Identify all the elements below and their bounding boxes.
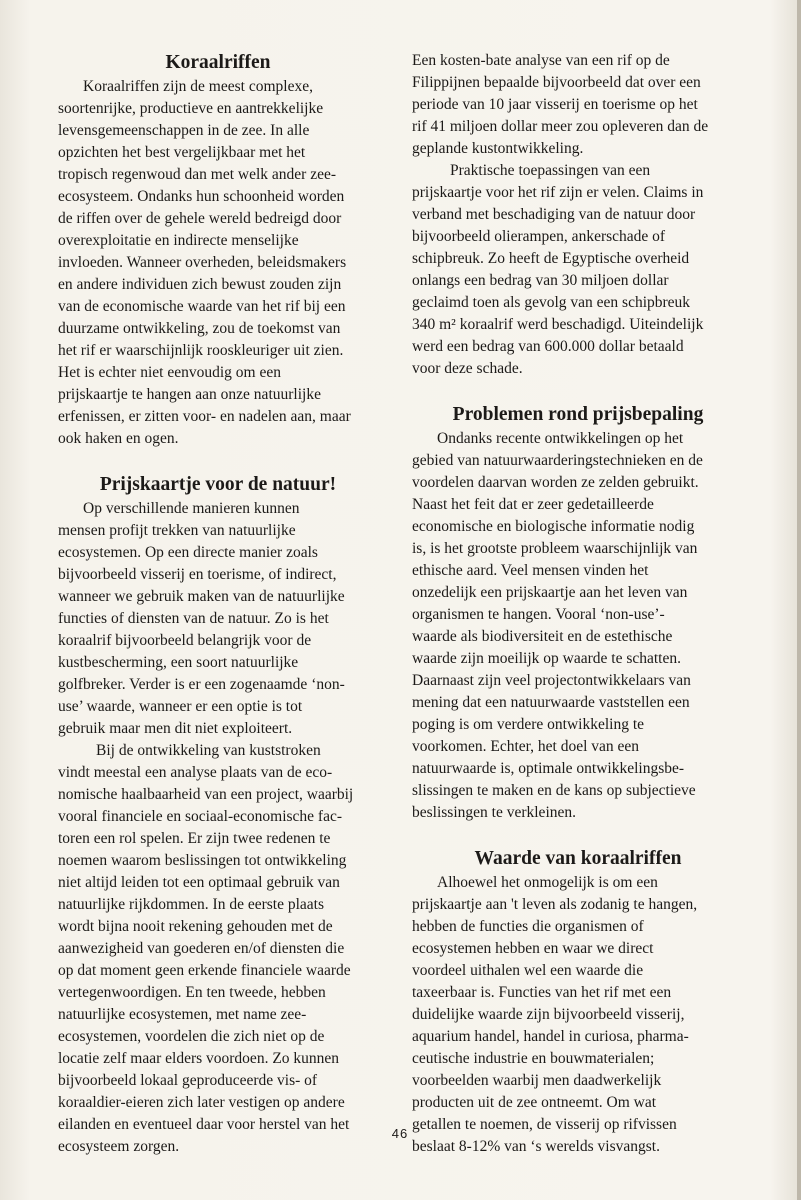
heading-waarde: Waarde van koraalriffen xyxy=(474,848,682,869)
page-number: 46 xyxy=(391,1126,409,1141)
heading-prijskaartje: Prijskaartje voor de natuur! xyxy=(99,474,337,495)
heading-problemen: Problemen rond prijsbepaling xyxy=(452,404,704,425)
paragraph-prijskaartje-2: Bij de ontwikkeling van kuststroken vindt meestal een analyse plaats van de eco- nomische haalbaarheid van een project, waarbij vooral financiele en sociaal-economische fac- toren een rol spelen. Er zijn twee redenen te noemen waarom beslissingen tot ontwikkeling niet altijd leiden tot een optimaal gebruik van natuurlijke rijkdommen. In de eerste plaats wordt bijna nooit rekening gehouden met de aanwezigheid van goederen en/of diensten die op dat moment geen erkende financiele waarde vertegenwoordigen. En ten tweede, hebben natuurlijke ecosystemen, met name zee- ecosystemen, voordelen die zich niet op de locatie zelf maar elders voordoen. Zo kunnen bijvoorbeeld lokaal geproduceerde vis- of koraaldier-eieren zich later vestigen op andere eilanden en eventueel daar voor herstel van het ecosysteem zorgen. xyxy=(58,742,354,1155)
paragraph-koraalriffen: Koraalriffen zijn de meest complexe, soortenrijke, productieve en aantrekkelijke levensgemeenschappen in de zee. In alle opzichten het best vergelijkbaar met het tropisch regenwoud dan met welk ander zee- ecosysteem. Ondanks hun schoonheid worden de riffen over de gehele wereld bedreigd door overexploitatie en indirecte menselijke invloeden. Wanneer overheden, beleidsmakers en andere individuen zich bewust zouden zijn van de economische waarde van het rif bij een duurzame ontwikkeling, zou de toekomst van het rif er waarschijnlijk rooskleuriger uit zien. Het is echter niet eenvoudig om een prijskaartje te hangen aan onze natuurlijke erfenissen, er zitten voor- en nadelen aan, maar ook haken en ogen. xyxy=(58,78,351,447)
paragraph-problemen: Ondanks recente ontwikkelingen op het gebied van natuurwaarderingstechnieken en de voordelen daarvan worden ze zelden gebruikt. Naast het feit dat er zeer gedetailleerde economische en biologische informatie nodig is, is het grootste probleem waarschijnlijk van ethische aard. Veel mensen vinden het onzedelijk een prijskaartje aan het leven van organismen te hangen. Vooral ‘non-use’- waarde als biodiversiteit en de estethische waarde zijn moeilijk op waarde te schatten. Daarnaast zijn veel projectontwikkelaars van mening dat een natuurwaarde vaststellen een poging is om verdere ontwikkeling te voorkomen. Echter, het doel van een natuurwaarde is, optimale ontwikkelingsbe- slissingen te maken en de kans op subjectieve beslissingen te verkleinen. xyxy=(412,430,703,821)
left-column xyxy=(58,50,378,1158)
heading-koraalriffen: Koraalriffen xyxy=(165,52,271,73)
right-column xyxy=(412,50,744,1158)
paragraph-praktische-toepassingen: Praktische toepassingen van een prijskaartje voor het rif zijn er velen. Claims in verband met beschadiging van de natuur door bijvoorbeeld olierampen, ankerschade of schipbreuk. Zo heeft de Egyptische overheid onlangs een bedrag van 30 miljoen dollar geclaimd toen als gevolg van een schipbreuk 340 m² koraalrif werd beschadigd. Uiteindelijk werd een bedrag van 600.000 dollar betaald voor deze schade. xyxy=(412,162,704,377)
paragraph-kosten-bate: Een kosten-bate analyse van een rif op de Filippijnen bepaalde bijvoorbeeld dat over een periode van 10 jaar visserij en toerisme op het rif 41 miljoen dollar meer zou opleveren dan de geplande kustontwikkeling. xyxy=(412,52,709,157)
paragraph-prijskaartje-1: Op verschillende manieren kunnen mensen profijt trekken van natuurlijke ecosystemen. Op een directe manier zoals bijvoorbeeld visserij en toerisme, of indirect, wanneer we gebruik maken van de natuurlijke functies of diensten van de natuur. Zo is het koraalrif bijvoorbeeld belangrijk voor de kustbescherming, een soort natuurlijke golfbreker. Verder is er een zogenaamde ‘non- use’ waarde, wanneer er een optie is tot gebruik maar men dit niet exploiteert. xyxy=(58,500,345,737)
paragraph-waarde: Alhoewel het onmogelijk is om een prijskaartje aan 't leven als zodanig te hangen, hebben de functies die organismen of ecosystemen hebben en waar we direct voordeel uithalen wel een waarde die taxeerbaar is. Functies van het rif met een duidelijke waarde zijn bijvoorbeeld visserij, aquarium handel, handel in curiosa, pharma- ceutische industrie en bouwmaterialen; voorbeelden waarbij men daadwerkelijk producten uit de zee ontneemt. Om wat getallen te noemen, de visserij op rifvissen beslaat 8-12% van ‘s werelds visvangst. xyxy=(412,874,698,1155)
